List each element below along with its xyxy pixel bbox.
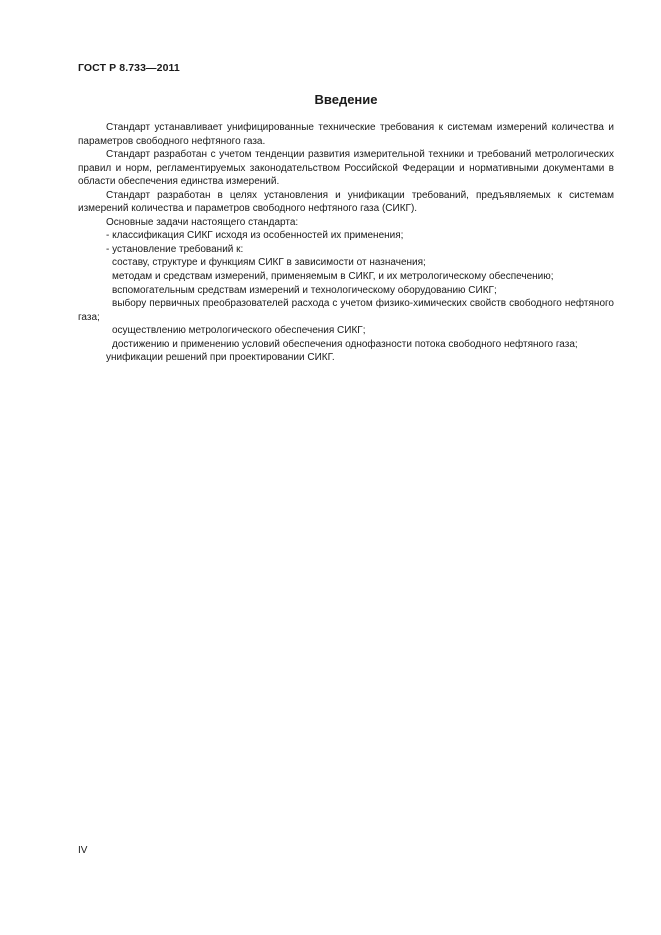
page-number: IV — [78, 845, 88, 856]
list-item: - классификация СИКГ исходя из особенностей их применения; — [106, 230, 404, 242]
list-item: достижению и применению условий обеспечения однофазности потока свободного нефтяного газа; — [112, 338, 578, 350]
list-item: вспомогательным средствам измерений и технологическому оборудованию СИКГ; — [112, 284, 497, 296]
document-id: ГОСТ Р 8.733—2011 — [78, 62, 180, 74]
paragraph: Стандарт устанавливает унифицированные технические требования к системам измерений количества и параметров свободного нефтяного газа. — [78, 122, 614, 147]
section-title: Введение — [314, 92, 378, 107]
list-item: выбору первичных преобразователей расхода с учетом физико-химических свойств свободного нефтяного газа; — [78, 298, 614, 323]
list-item: осуществлению метрологического обеспечения СИКГ; — [112, 325, 366, 337]
list-item: - установление требований к: — [106, 243, 244, 255]
body-text — [78, 121, 614, 365]
list-item: составу, структуре и функциям СИКГ в зависимости от назначения; — [112, 257, 426, 269]
paragraph: Стандарт разработан в целях установления и унификации требований, предъявляемых к системам измерений количества и параметров свободного нефтяного газа (СИКГ). — [78, 189, 614, 215]
paragraph: Основные задачи настоящего стандарта: — [106, 216, 299, 228]
list-item: унификации решений при проектировании СИКГ. — [106, 352, 335, 364]
paragraph: Стандарт разработан с учетом тенденции развития измерительной техники и требований метрологических правил и норм, регламентируемых законодательством Российской Федерации и нормативными документами в области обеспечения единства измерений. — [78, 149, 614, 188]
list-item: методам и средствам измерений, применяемым в СИКГ, и их метрологическому обеспечению; — [112, 271, 554, 283]
